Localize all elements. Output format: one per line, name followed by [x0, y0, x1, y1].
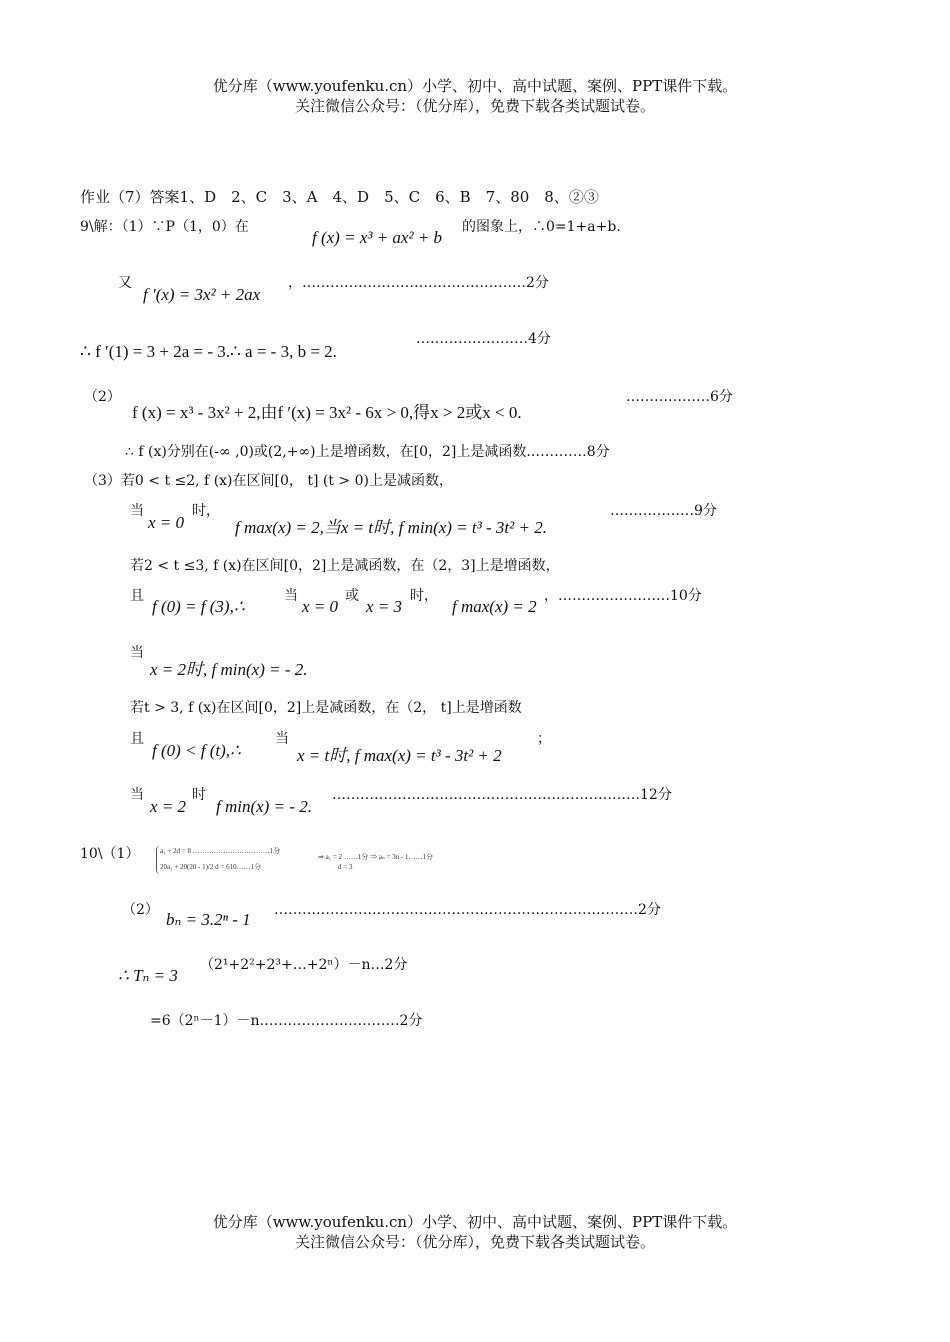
q10-part2-label: （2）	[122, 902, 159, 918]
q9-score-10: ，……………………10分	[544, 588, 702, 604]
q10-solution: ⇒ a₁ = 2 ……1分 ⇒ aₙ = 3n - 1……1分	[318, 853, 434, 861]
footer-line-2: 关注微信公众号：（优分库），免费下载各类试题试卷。	[294, 1233, 655, 1251]
q10-score-bn: ……………………………………………………………………2分	[274, 902, 661, 918]
q9-f0-lt-ft: f (0) < f (t),∴	[152, 741, 241, 760]
q9-semicolon: ；	[537, 731, 551, 747]
q9-when-label-4: 当	[275, 731, 289, 747]
q9-f0-eq-f3: f (0) = f (3),∴	[152, 597, 245, 616]
q9-case2: 若2 < t ≤3, f (x)在区间[0，2]上是减函数，在（2，3]上是增函数，	[130, 558, 560, 574]
q9-time-label-3: 时	[192, 787, 206, 803]
q9-x-eq-0: x = 0	[148, 513, 185, 532]
q10-tn-result: =6（2ⁿ－1）－n…………………………2分	[150, 1013, 423, 1029]
q9-score-9: ………………9分	[610, 503, 717, 519]
q9-monotonic-intervals: ∴ f (x)分别在(-∞ ,0)或(2,+∞)上是增函数，在[0，2]上是减函数.…………8分	[125, 444, 610, 460]
q10-eq-1: a₁ + 2d = 8 ……………………………1分	[160, 847, 281, 855]
q9-and-label: 且	[130, 588, 144, 604]
q9-and-label-2: 且	[130, 731, 144, 747]
q10-eq-2: 20a₁ + 20(20 - 1)/2 d = 610……1分	[160, 863, 262, 871]
q9-time-label-2: 时，	[410, 588, 438, 604]
q9-or-label: 或	[345, 588, 359, 604]
q10-tn-prefix: ∴ Tₙ = 3	[118, 966, 178, 985]
q9-score-4: ……………………4分	[416, 331, 551, 347]
q10-tn-sum: （2¹+2²+2³+…+2ⁿ）－n…2分	[200, 957, 408, 973]
q10-d-value: d = 3	[338, 863, 353, 871]
q9-score-6: ………………6分	[626, 389, 733, 405]
q9-case2-max: f max(x) = 2	[452, 597, 537, 616]
q9-solve-ab: ∴ f ′(1) = 3 + 2a = - 3.∴ a = - 3, b = 2.	[80, 342, 337, 361]
q9-when-label-2: 当	[284, 588, 298, 604]
footer-line-1: 优分库（www.youfenku.cn）小学、初中、高中试题、案例、PPT课件下载。	[212, 1213, 738, 1231]
header-line-2: 关注微信公众号：（优分库），免费下载各类试题试卷。	[294, 97, 655, 115]
q9-function-def: f (x) = x³ + ax² + b	[312, 228, 443, 247]
q9-part2-label: （2）	[84, 389, 121, 405]
q9-when-label-3: 当	[130, 645, 144, 661]
q9-case3: 若t > 3, f (x)在区间[0，2]上是减函数，在（2， t]上是增函数	[130, 700, 522, 716]
q9-part3-case1: （3）若0 < t ≤2, f (x)在区间[0， t] (t > 0)上是减函数，	[84, 473, 453, 489]
q9-time-label: 时，	[192, 503, 220, 519]
q9-again-label: 又	[118, 275, 132, 291]
q9-case1-extrema: f max(x) = 2,当x = t时, f min(x) = t³ - 3t² + 2.	[235, 518, 547, 537]
q9-x-eq-0-b: x = 0	[302, 597, 339, 616]
answer-key-line: 作业（7）答案1、D 2、C 3、A 4、D 5、C 6、B 7、80 8、②③	[80, 188, 599, 206]
q9-part1-intro: 9\解：（1）∵P（1，0）在	[80, 219, 249, 235]
q9-x-eq-3: x = 3	[366, 597, 403, 616]
q10-bn-formula: bₙ = 3.2ⁿ - 1	[166, 910, 251, 929]
header-line-1: 优分库（www.youfenku.cn）小学、初中、高中试题、案例、PPT课件下载。	[212, 77, 738, 95]
q9-score-12: …………………………………………………………12分	[332, 787, 672, 803]
q9-case3-min: f min(x) = - 2.	[216, 797, 312, 816]
q9-case2-min: x = 2时, f min(x) = - 2.	[150, 660, 308, 679]
q9-when-label-5: 当	[130, 787, 144, 803]
q9-point-condition: 的图象上，∴0=1+a+b.	[462, 219, 621, 235]
q10-part1-label: 10\（1）	[80, 846, 140, 862]
q9-when-label: 当	[130, 503, 144, 519]
q9-derivative: f ′(x) = 3x² + 2ax	[143, 285, 261, 304]
q9-case3-max: x = t时, f max(x) = t³ - 3t² + 2	[297, 746, 502, 765]
q9-part2-derivation: f (x) = x³ - 3x² + 2,由f ′(x) = 3x² - 6x > 0,得x > 2或x < 0.	[132, 403, 522, 422]
q9-score-2: ，…………………………………………2分	[288, 275, 549, 291]
q9-x-eq-2: x = 2	[150, 797, 187, 816]
